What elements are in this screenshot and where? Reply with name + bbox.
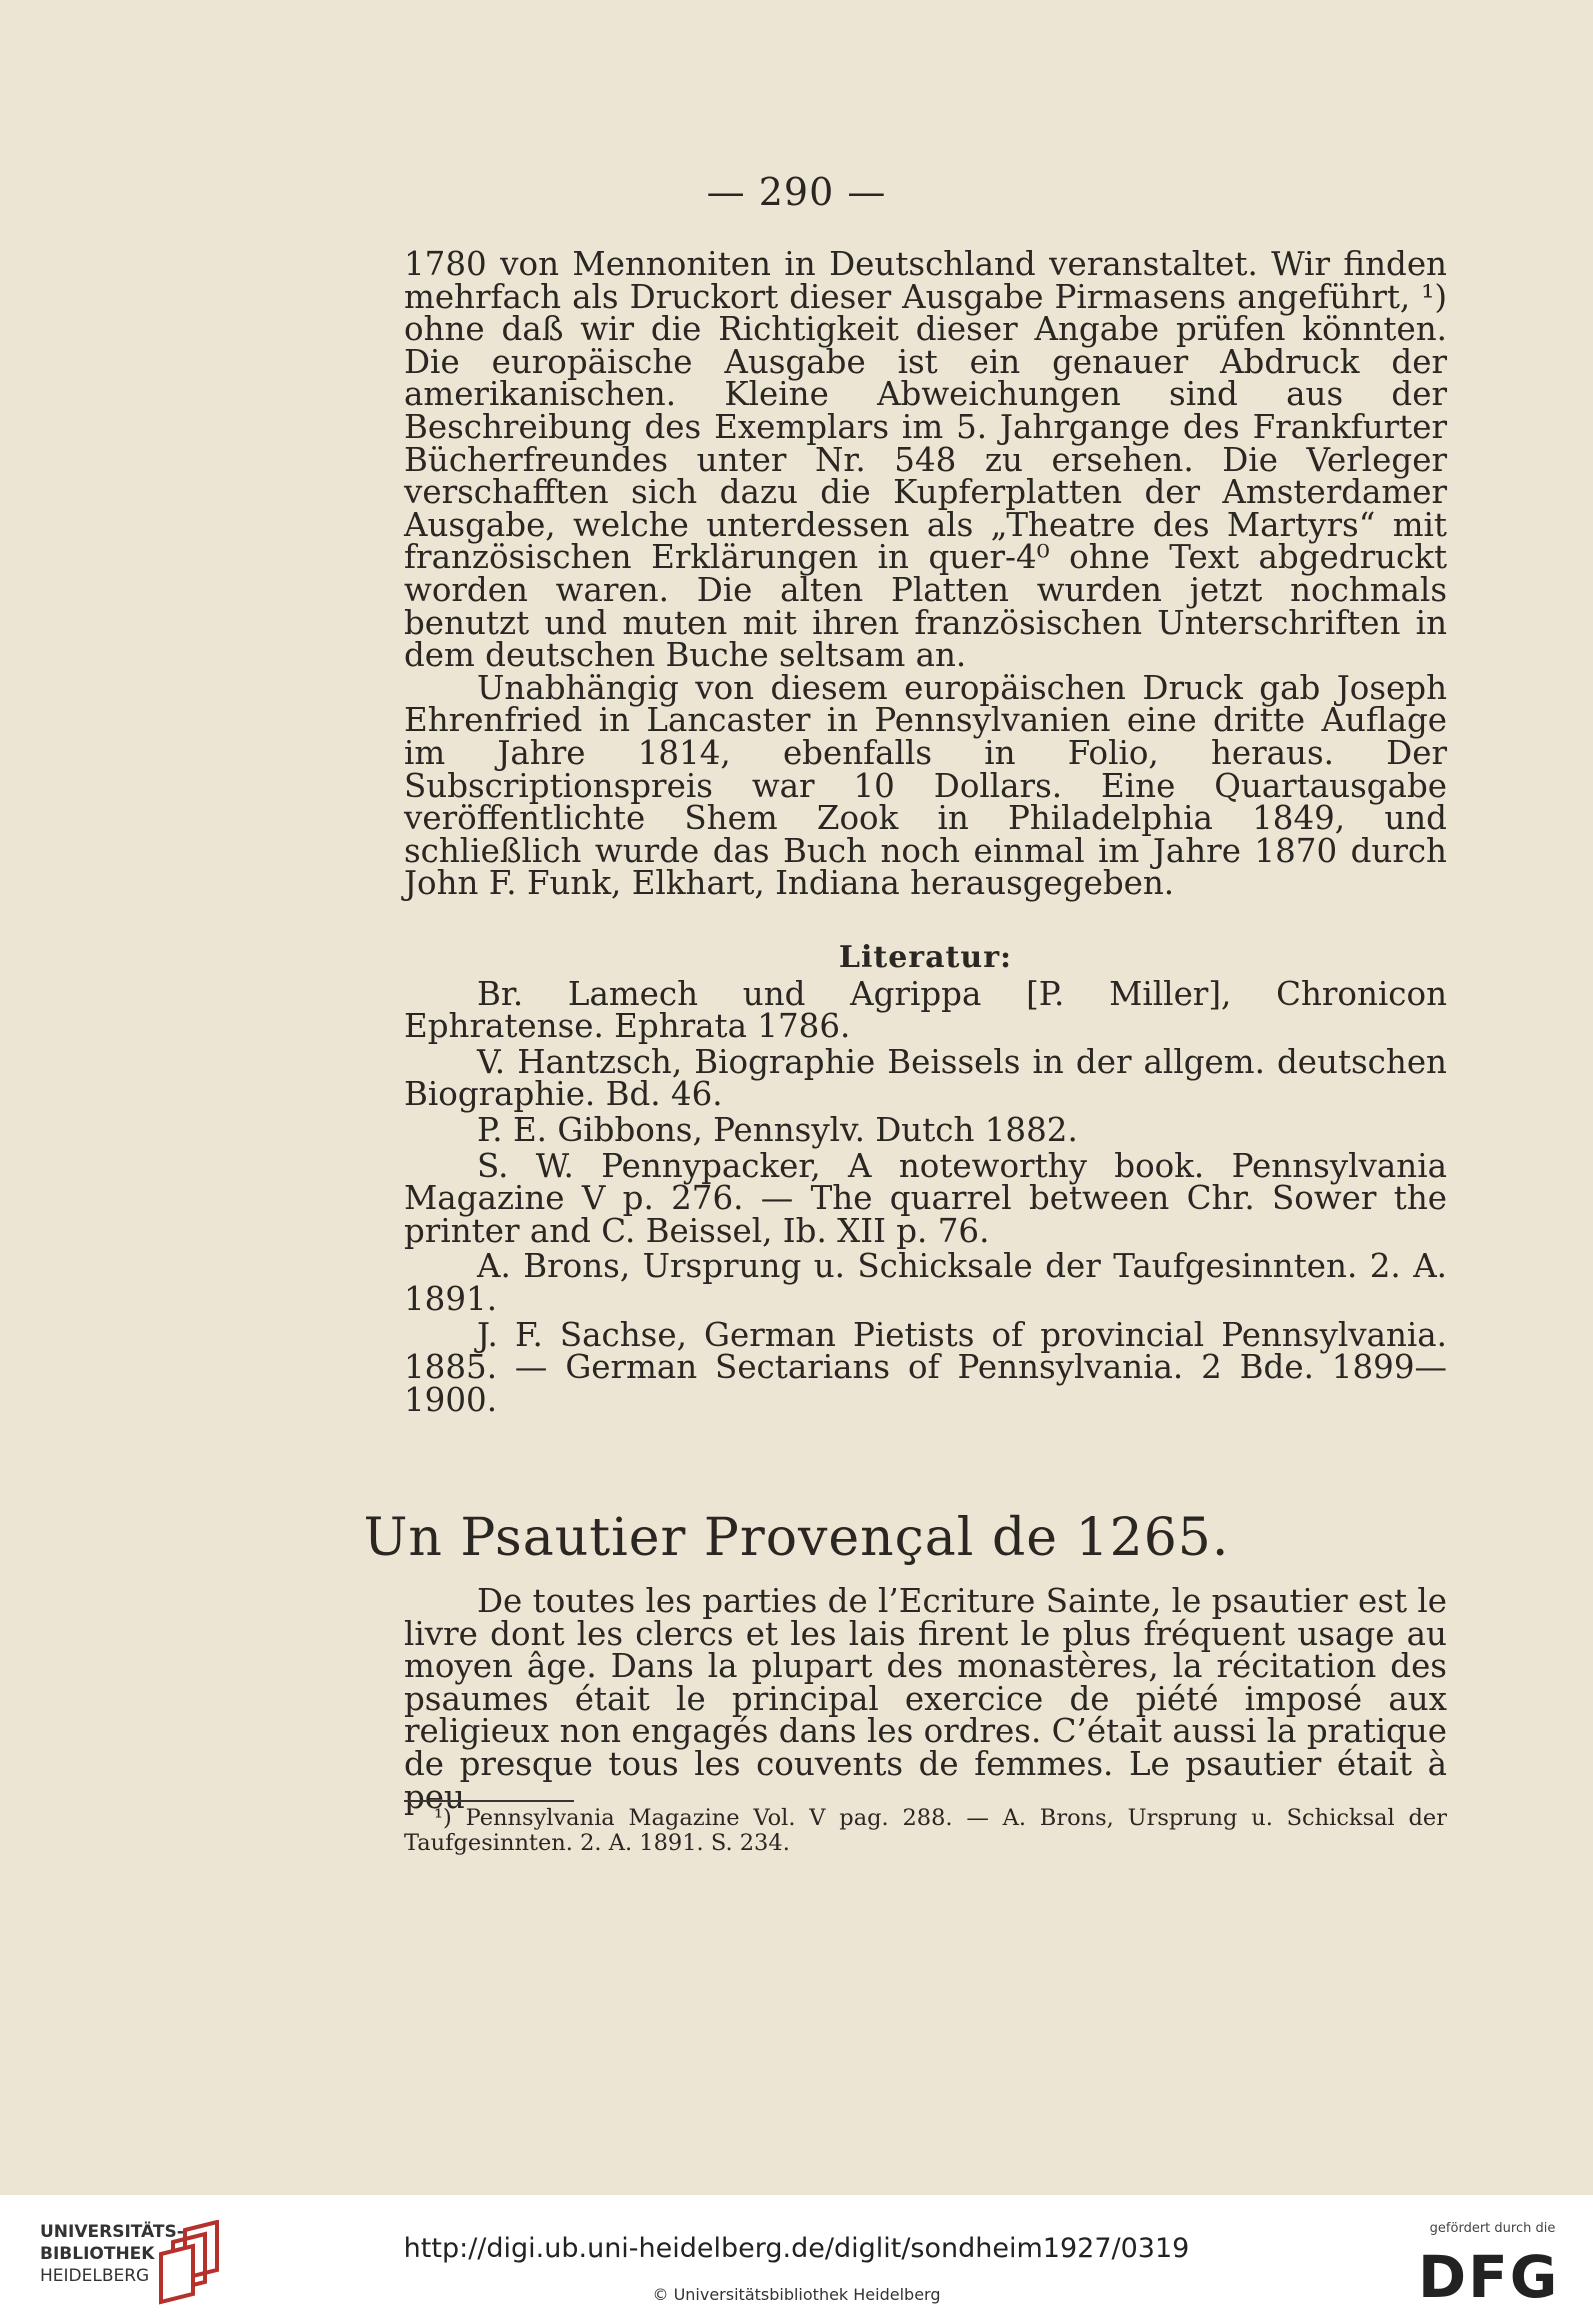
literature-entry: J. F. Sachse, German Pietists of provincial Pennsylvania. 1885. — German Sectarians of Pennsylvania. 2 Bde. 1899—1900. <box>404 1315 1447 1419</box>
literature-section <box>404 942 1447 1419</box>
institution-line: UNIVERSITÄTS- <box>40 2222 184 2242</box>
footnote-text: ¹) Pennsylvania Magazine Vol. V pag. 288. — A. Brons, Ursprung u. Schicksal der Taufgesinnten. 2. A. 1891. S. 234. <box>404 1805 1447 1856</box>
footnote-divider <box>404 1800 574 1802</box>
literature-entry: P. E. Gibbons, Pennsylv. Dutch 1882. <box>477 1110 1078 1149</box>
literature-heading: Literatur: <box>838 940 1013 975</box>
paragraph: Unabhängig von diesem europäischen Druck gab Joseph Ehrenfried in Lancaster in Pennsylvanien eine dritte Auflage im Jahre 1814, ebenfalls in Folio, heraus. Der Subscriptionspreis war 10 Dollars. Eine Quartausgabe veröffentlichte Shem Zook in Philadelphia 1849, und schließlich wurde das Buch noch einmal im Jahre 1870 durch John F. Funk, Elkhart, Indiana herausgegeben. <box>404 668 1447 903</box>
literature-entry: V. Hantzsch, Biographie Beissels in der allgem. deutschen Biographie. Bd. 46. <box>404 1042 1447 1114</box>
german-body-text <box>404 245 1447 903</box>
literature-entry: A. Brons, Ursprung u. Schicksale der Taufgesinnten. 2. A. 1891. <box>404 1247 1447 1318</box>
page-number: — 290 — <box>706 170 887 214</box>
permalink-url[interactable]: http://digi.ub.uni-heidelberg.de/diglit/sondheim1927/0319 <box>403 2233 1190 2264</box>
paragraph: De toutes les parties de l’Ecriture Sainte, le psautier est le livre dont les clercs et les lais firent le plus fréquent usage au moyen âge. Dans la plupart des monastères, la récitation des psaumes était le principal exercice de piété imposé aux religieux non engagés dans les ordres. C’était aussi la pratique de presque tous les couvents de femmes. Le psautier était à peu <box>404 1582 1447 1816</box>
paragraph: 1780 von Mennoniten in Deutschland veranstaltet. Wir finden mehrfach als Druckort dieser Ausgabe Pirmasens angeführt, ¹) ohne daß wir die Richtigkeit dieser Angabe prüfen könnten. Die europäische Ausgabe ist ein genauer Abdruck der amerikanischen. Kleine Abweichungen sind aus der Beschreibung des Exemplars im 5. Jahrgange des Frankfurter Bücherfreundes unter Nr. 548 zu ersehen. Die Verleger verschafften sich dazu die Kupferplatten der Amsterdamer Ausgabe, welche unterdessen als „Theatre des Martyrs“ mit französischen Erklärungen in quer-4⁰ ohne Text abgedruckt worden waren. Die alten Platten wurden jetzt nochmals benutzt und muten mit ihren französischen Unterschriften in dem deutschen Buche seltsam an. <box>404 245 1447 675</box>
literature-entry: S. W. Pennypacker, A noteworthy book. Pennsylvania Magazine V p. 276. — The quarrel between Chr. Sower the printer and C. Beissel, Ib. XII p. 76. <box>404 1146 1447 1250</box>
copyright-notice: © Universitätsbibliothek Heidelberg <box>652 2285 941 2304</box>
footnote <box>404 1806 1447 1856</box>
institution-line: HEIDELBERG <box>40 2266 150 2286</box>
institution-line: BIBLIOTHEK <box>40 2244 155 2264</box>
french-body-text <box>404 1582 1447 1816</box>
viewer-footer <box>0 2195 1593 2322</box>
section-title: Un Psautier Provençal de 1265. <box>363 1508 1230 1568</box>
dfg-logo: DFG <box>1418 2243 1560 2311</box>
funding-label: gefördert durch die <box>1429 2221 1556 2236</box>
literature-entry: Br. Lamech und Agrippa [P. Miller], Chronicon Ephratense. Ephrata 1786. <box>404 974 1447 1046</box>
